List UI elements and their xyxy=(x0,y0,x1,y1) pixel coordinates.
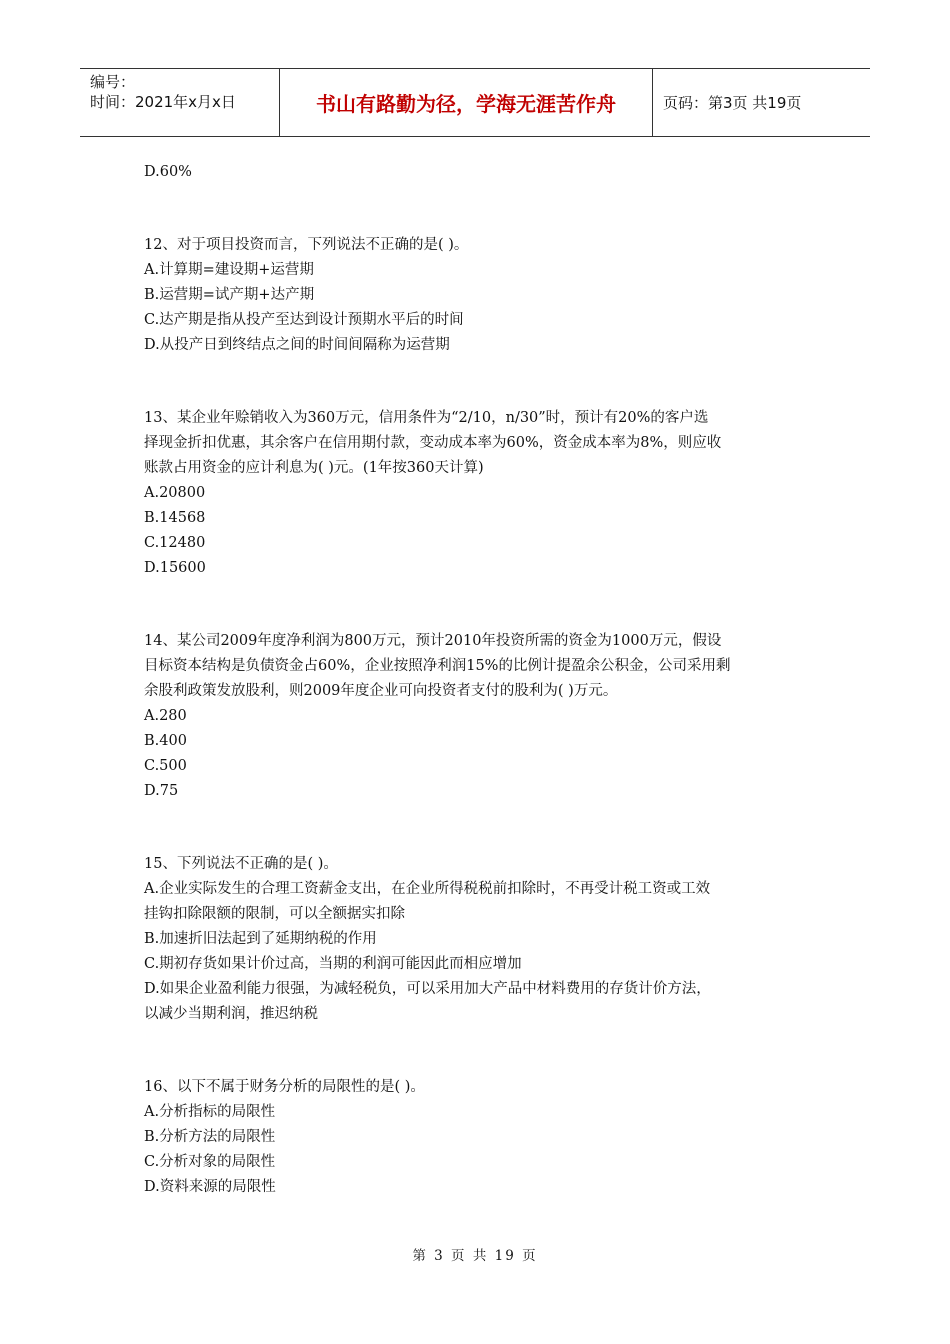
answer-option: D.75 xyxy=(144,783,179,799)
answer-option: A.计算期=建设期+运营期 xyxy=(144,262,314,278)
question-stem: 12、对于项目投资而言，下列说法不正确的是( )。 xyxy=(144,237,469,253)
answer-option: C.期初存货如果计价过高，当期的利润可能因此而相应增加 xyxy=(144,956,522,972)
header-motto: 书山有路勤为径，学海无涯苦作舟 xyxy=(280,69,653,136)
question-stem: 目标资本结构是负债资金占60%，企业按照净利润15%的比例计提盈余公积金，公司采用剩 xyxy=(144,658,731,674)
question-stem: 择现金折扣优惠，其余客户在信用期付款，变动成本率为60%，资金成本率为8%，则应收 xyxy=(144,435,722,451)
answer-option: B.加速折旧法起到了延期纳税的作用 xyxy=(144,931,377,947)
answer-option: A.企业实际发生的合理工资薪金支出，在企业所得税税前扣除时，不再受计税工资或工效 xyxy=(144,881,711,897)
answer-option: 以减少当期利润，推迟纳税 xyxy=(144,1006,318,1022)
answer-option: D.从投产日到终结点之间的时间间隔称为运营期 xyxy=(144,337,450,353)
document-time-label: 时间：2021年x月x日 xyxy=(90,93,236,111)
question-block xyxy=(144,629,814,804)
answer-option: D.15600 xyxy=(144,560,206,576)
answer-option: D.资料来源的局限性 xyxy=(144,1179,276,1195)
answer-option: A.20800 xyxy=(144,485,206,501)
question-stem: 15、下列说法不正确的是( )。 xyxy=(144,856,338,872)
question-stem: 14、某公司2009年度净利润为800万元，预计2010年投资所需的资金为1000万元，假设 xyxy=(144,633,722,649)
question-block xyxy=(144,233,814,358)
answer-option: A.分析指标的局限性 xyxy=(144,1104,276,1120)
answer-option: 挂钩扣除限额的限制，可以全额据实扣除 xyxy=(144,906,405,922)
question-stem: 13、某企业年赊销收入为360万元，信用条件为“2/10，n/30”时，预计有20%的客户选 xyxy=(144,410,709,426)
answer-option: D.如果企业盈利能力很强，为减轻税负，可以采用加大产品中材料费用的存货计价方法， xyxy=(144,981,711,997)
question-block xyxy=(144,160,814,185)
answer-option: C.500 xyxy=(144,758,187,774)
answer-option: C.分析对象的局限性 xyxy=(144,1154,276,1170)
answer-option: B.14568 xyxy=(144,510,206,526)
answer-option: B.运营期=试产期+达产期 xyxy=(144,287,315,303)
question-block xyxy=(144,852,814,1027)
answer-option: C.12480 xyxy=(144,535,206,551)
answer-option: B.分析方法的局限性 xyxy=(144,1129,276,1145)
page-footer: 第 3 页 共 19 页 xyxy=(412,1248,538,1264)
document-number-label: 编号： xyxy=(90,73,136,91)
question-stem: 余股利政策发放股利，则2009年度企业可向投资者支付的股利为( )万元。 xyxy=(144,683,618,699)
answer-option: A.280 xyxy=(144,708,187,724)
header-meta xyxy=(80,69,280,136)
answer-option: B.400 xyxy=(144,733,187,749)
question-block xyxy=(144,406,814,581)
page-header xyxy=(80,68,870,137)
answer-option: C.达产期是指从投产至达到设计预期水平后的时间 xyxy=(144,312,464,328)
question-stem: 16、以下不属于财务分析的局限性的是( )。 xyxy=(144,1079,425,1095)
question-stem: 账款占用资金的应计利息为( )元。(1年按360天计算) xyxy=(144,460,484,476)
question-list xyxy=(144,160,814,1200)
question-block xyxy=(144,1075,814,1200)
answer-option: D.60% xyxy=(144,164,192,180)
header-page-info: 页码：第3页 共19页 xyxy=(663,94,802,112)
